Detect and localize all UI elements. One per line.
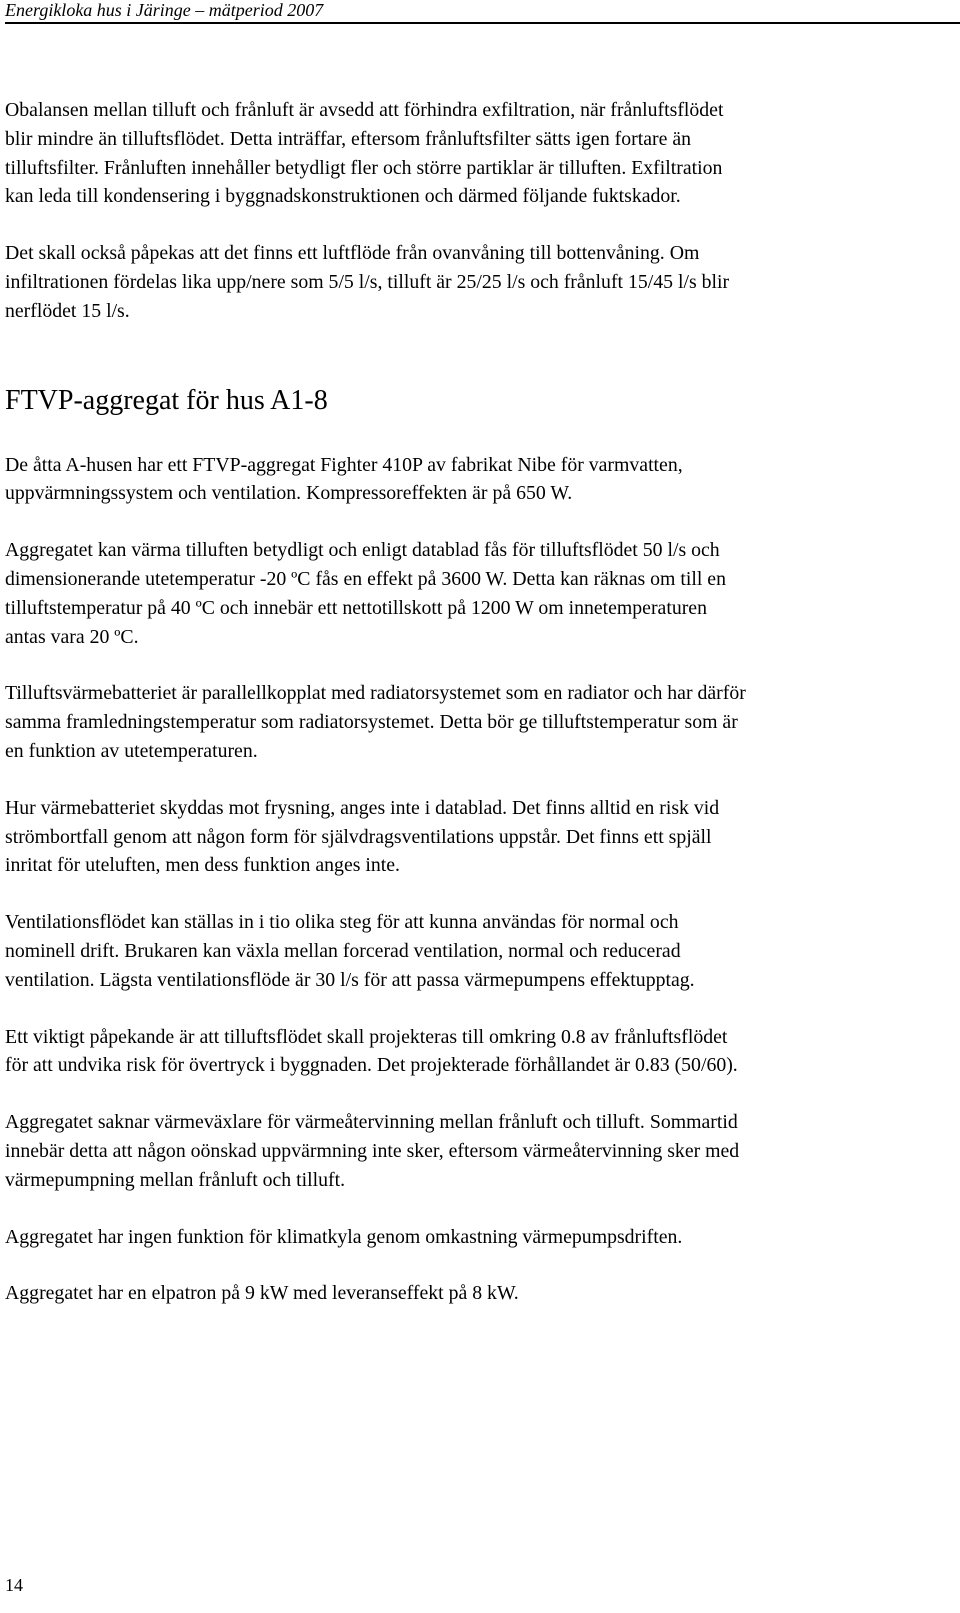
paragraph-heat-battery: Tilluftsvärmebatteriet är parallellkopplat med radiatorsystemet som en radiator och har därför samma framledningstemperatur som radiatorsystemet. Detta bör ge tilluftstemperatur som är en funktion av utetemperaturen. xyxy=(5,682,746,762)
paragraph-heating-capacity: Aggregatet kan värma tilluften betydligt och enligt datablad fås för tilluftsflödet 50 l/s och dimensionerande utetemperatur -20 ºC fås en effekt på 3600 W. Detta kan räknas om till en tilluftstemperatur på 40 ºC och innebär ett nettotillskott på 1200 W om innetemperaturen antas vara 20 ºC. xyxy=(5,539,726,648)
paragraph-frost-protection: Hur värmebatteriet skyddas mot frysning, anges inte i datablad. Det finns alltid en risk vid strömbortfall genom att någon form för självdragsventilations uppstår. Det finns ett spjäll inritat för uteluften, men dess funktion anges inte. xyxy=(5,796,720,877)
paragraph-heat-recovery: Aggregatet saknar värmeväxlare för värmeåtervinning mellan frånluft och tilluft. Sommartid innebär detta att någon oönskad uppvärmning inte sker, eftersom värmeåtervinning sker med värmepumpning mellan frånluft och tilluft. xyxy=(5,1111,740,1191)
page-number: 14 xyxy=(5,1575,23,1595)
paragraph-ventilation-steps: Ventilationsflödet kan ställas in i tio olika steg för att kunna användas för normal och nominell drift. Brukaren kan växla mellan forcerad ventilation, normal och reducerad ventilation. Lägsta ventilationsflöde är 30 l/s för att passa värmepumpens effektupptag. xyxy=(5,911,695,991)
page-header xyxy=(5,0,960,24)
paragraph-exfiltration: Obalansen mellan tilluft och frånluft är avsedd att förhindra exfiltration, när frånluftsflödet blir mindre än tilluftsflödet. Detta inträffar, eftersom frånluftsfilter sätts igen fortare än tilluftsfilter. Frånluften innehåller betydligt fler och större partiklar är tilluften. Exfiltration kan leda till kondensering i byggnadskonstruktionen och därmed följande fuktskador. xyxy=(5,99,724,208)
paragraph-electric-heater: Aggregatet har en elpatron på 9 kW med leveranseffekt på 8 kW. xyxy=(5,1282,519,1305)
paragraph-aggregat-intro: De åtta A-husen har ett FTVP-aggregat Fighter 410P av fabrikat Nibe för varmvatten, uppvärmningssystem och ventilation. Kompressoreffekten är på 650 W. xyxy=(5,453,683,505)
section-heading: FTVP-aggregat för hus A1-8 xyxy=(5,384,328,416)
document-body xyxy=(5,96,940,1308)
paragraph-flow-ratio: Ett viktigt påpekande är att tilluftsflödet skall projekteras till omkring 0.8 av frånluftsflödet för att undvika risk för övertryck i byggnaden. Det projekterade förhållandet är 0.83 (50/60). xyxy=(5,1025,738,1077)
paragraph-airflow: Det skall också påpekas att det finns ett luftflöde från ovanvåning till bottenvåning. Om infiltrationen fördelas lika upp/nere som 5/5 l/s, tilluft är 25/25 l/s och frånluft 15/45 l/s blir nerflödet 15 l/s. xyxy=(5,242,730,322)
document-title: Energikloka hus i Järinge – mätperiod 2007 xyxy=(5,0,324,20)
paragraph-climate-cooling: Aggregatet har ingen funktion för klimatkyla genom omkastning värmepumpsdriften. xyxy=(5,1225,683,1248)
